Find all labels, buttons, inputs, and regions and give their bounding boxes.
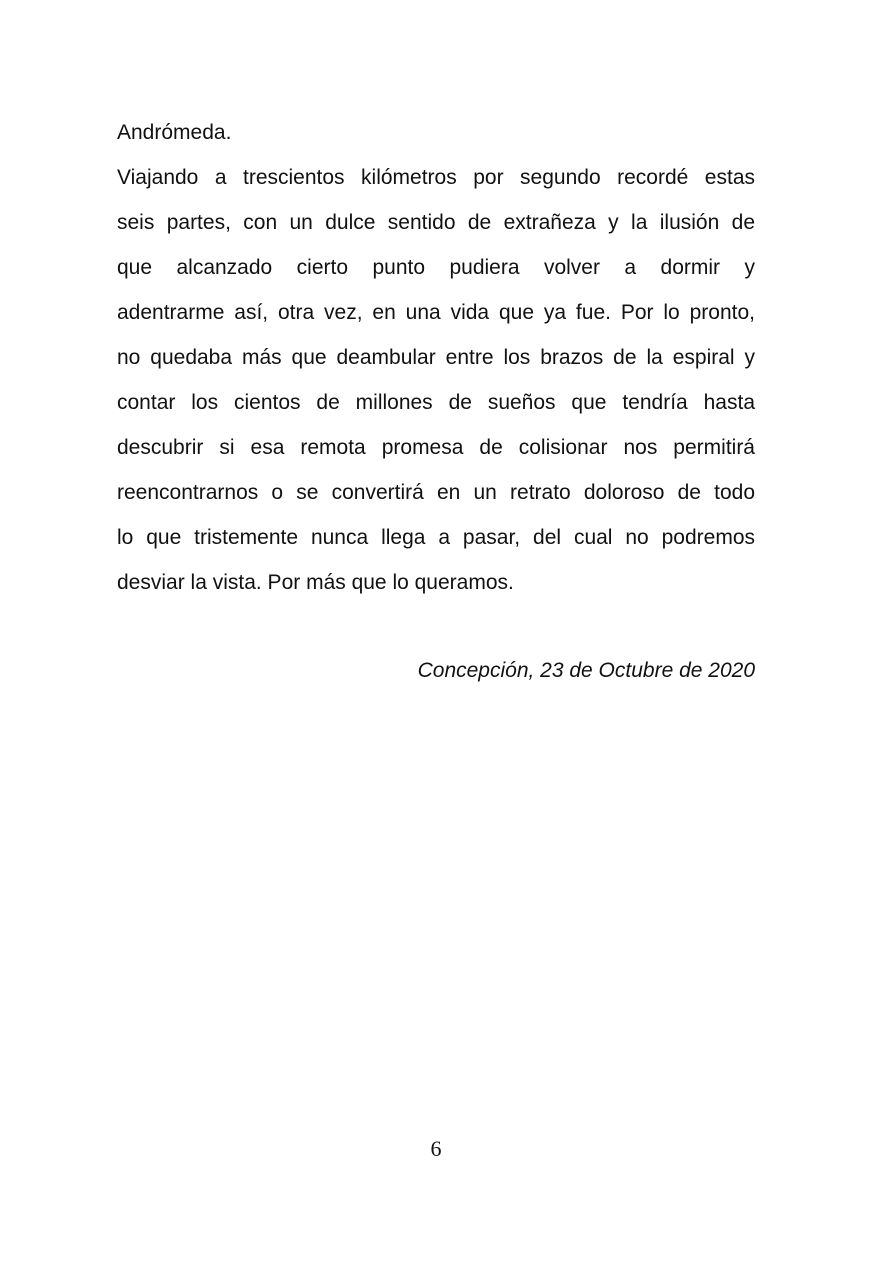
place-date-signature: Concepción, 23 de Octubre de 2020 <box>417 659 755 682</box>
text-line: no quedaba más que deambular entre los brazos de la espiral y <box>117 346 755 369</box>
page-number: 6 <box>430 1136 442 1161</box>
text-line: adentrarme así, otra vez, en una vida que ya fue. Por lo pronto, <box>117 301 755 324</box>
text-line: contar los cientos de millones de sueños que tendría hasta <box>117 391 755 414</box>
text-line: que alcanzado cierto punto pudiera volver a dormir y <box>117 256 755 279</box>
text-line: descubrir si esa remota promesa de colisionar nos permitirá <box>117 436 755 459</box>
text-line: Andrómeda. <box>117 121 232 144</box>
text-line: reencontrarnos o se convertirá en un retrato doloroso de todo <box>117 481 755 504</box>
text-line: desviar la vista. Por más que lo queramos. <box>117 571 514 594</box>
text-line: seis partes, con un dulce sentido de extrañeza y la ilusión de <box>117 211 755 234</box>
body-text <box>117 118 755 613</box>
text-line: lo que tristemente nunca llega a pasar, del cual no podremos <box>117 526 755 549</box>
text-line: Viajando a trescientos kilómetros por segundo recordé estas <box>117 166 755 189</box>
